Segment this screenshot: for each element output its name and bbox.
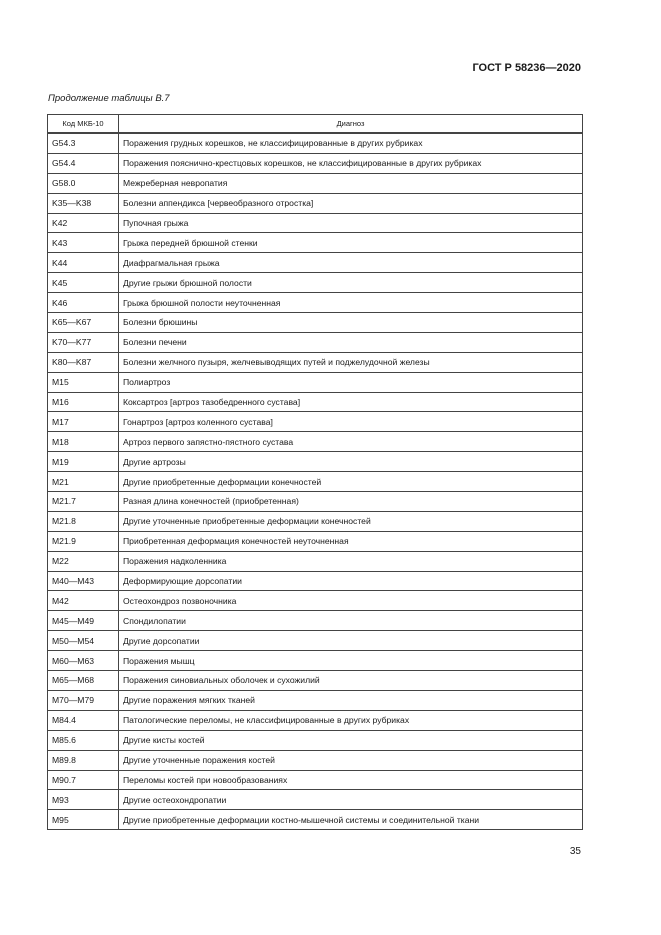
icd-code-cell: M21 <box>48 472 119 492</box>
column-header-code: Код МКБ-10 <box>48 115 119 134</box>
icd-code-cell: M21.9 <box>48 531 119 551</box>
diagnosis-cell: Грыжа брюшной полости неуточненная <box>119 293 583 313</box>
table-caption: Продолжение таблицы В.7 <box>48 93 170 104</box>
table-row <box>48 372 583 392</box>
table-row <box>48 193 583 213</box>
icd-code-cell: M22 <box>48 551 119 571</box>
diagnosis-cell: Другие приобретенные деформации костно-мышечной системы и соединительной ткани <box>119 810 583 830</box>
table-row <box>48 730 583 750</box>
diagnosis-cell: Переломы костей при новообразованиях <box>119 770 583 790</box>
diagnosis-cell: Поражения надколенника <box>119 551 583 571</box>
diagnosis-cell: Поражения синовиальных оболочек и сухожилий <box>119 671 583 691</box>
icd-code-cell: K44 <box>48 253 119 273</box>
diagnosis-cell: Остеохондроз позвоночника <box>119 591 583 611</box>
icd-code-cell: M40—M43 <box>48 571 119 591</box>
table-row <box>48 412 583 432</box>
table-row <box>48 432 583 452</box>
table-row <box>48 133 583 153</box>
diagnosis-cell: Гонартроз [артроз коленного сустава] <box>119 412 583 432</box>
diagnosis-cell: Другие уточненные приобретенные деформации конечностей <box>119 511 583 531</box>
icd-code-cell: M19 <box>48 452 119 472</box>
diagnosis-cell: Другие приобретенные деформации конечностей <box>119 472 583 492</box>
table-row <box>48 392 583 412</box>
page-number: 35 <box>569 846 581 857</box>
icd-code-cell: K42 <box>48 213 119 233</box>
table-row <box>48 452 583 472</box>
icd-code-cell: M84.4 <box>48 710 119 730</box>
icd-code-cell: K65—K67 <box>48 313 119 333</box>
icd-code-cell: G58.0 <box>48 173 119 193</box>
icd-code-cell: G54.3 <box>48 133 119 153</box>
table-row <box>48 213 583 233</box>
table-row <box>48 492 583 512</box>
table-row <box>48 253 583 273</box>
table-row <box>48 551 583 571</box>
icd-code-cell: M89.8 <box>48 750 119 770</box>
table-row <box>48 531 583 551</box>
diagnosis-cell: Межреберная невропатия <box>119 173 583 193</box>
diagnosis-cell: Болезни печени <box>119 332 583 352</box>
icd-code-cell: M95 <box>48 810 119 830</box>
icd-code-cell: K80—K87 <box>48 352 119 372</box>
diagnosis-cell: Разная длина конечностей (приобретенная) <box>119 492 583 512</box>
icd-code-cell: M42 <box>48 591 119 611</box>
icd-code-cell: M45—M49 <box>48 611 119 631</box>
diagnosis-cell: Другие остеохондропатии <box>119 790 583 810</box>
diagnosis-cell: Поражения пояснично-крестцовых корешков, не классифицированные в других рубриках <box>119 153 583 173</box>
icd-code-cell: M50—M54 <box>48 631 119 651</box>
document-id: ГОСТ Р 58236—2020 <box>472 62 581 74</box>
icd-code-cell: G54.4 <box>48 153 119 173</box>
table-row <box>48 273 583 293</box>
diagnosis-cell: Другие поражения мягких тканей <box>119 690 583 710</box>
icd-code-cell: M93 <box>48 790 119 810</box>
table-row <box>48 511 583 531</box>
diagnosis-cell: Болезни аппендикса [червеобразного отростка] <box>119 193 583 213</box>
icd-code-cell: M21.8 <box>48 511 119 531</box>
diagnosis-cell: Болезни желчного пузыря, желчевыводящих путей и поджелудочной железы <box>119 352 583 372</box>
table-row <box>48 173 583 193</box>
icd-code-cell: K45 <box>48 273 119 293</box>
table-body <box>48 133 583 830</box>
table-row <box>48 750 583 770</box>
table-row <box>48 313 583 333</box>
diagnosis-cell: Поражения мышц <box>119 651 583 671</box>
diagnosis-cell: Приобретенная деформация конечностей неуточненная <box>119 531 583 551</box>
icd-code-cell: M60—M63 <box>48 651 119 671</box>
icd-code-cell: M21.7 <box>48 492 119 512</box>
table-row <box>48 472 583 492</box>
diagnosis-cell: Поражения грудных корешков, не классифицированные в других рубриках <box>119 133 583 153</box>
icd-code-cell: M17 <box>48 412 119 432</box>
diagnosis-cell: Другие грыжи брюшной полости <box>119 273 583 293</box>
diagnosis-cell: Диафрагмальная грыжа <box>119 253 583 273</box>
diagnosis-cell: Патологические переломы, не классифицированные в других рубриках <box>119 710 583 730</box>
icd-code-cell: K43 <box>48 233 119 253</box>
diagnosis-cell: Грыжа передней брюшной стенки <box>119 233 583 253</box>
diagnosis-cell: Другие кисты костей <box>119 730 583 750</box>
icd-code-cell: K35—K38 <box>48 193 119 213</box>
table-row <box>48 571 583 591</box>
icd-code-cell: M16 <box>48 392 119 412</box>
diagnosis-cell: Другие дорсопатии <box>119 631 583 651</box>
diagnosis-cell: Другие артрозы <box>119 452 583 472</box>
diagnosis-cell: Артроз первого запястно-пястного сустава <box>119 432 583 452</box>
table-row <box>48 233 583 253</box>
table-row <box>48 631 583 651</box>
icd-code-cell: M70—M79 <box>48 690 119 710</box>
diagnosis-cell: Полиартроз <box>119 372 583 392</box>
table-row <box>48 690 583 710</box>
diagnosis-cell: Спондилопатии <box>119 611 583 631</box>
icd-code-cell: M18 <box>48 432 119 452</box>
diagnosis-cell: Болезни брюшины <box>119 313 583 333</box>
table-row <box>48 810 583 830</box>
icd-code-cell: M65—M68 <box>48 671 119 691</box>
icd-code-cell: M85.6 <box>48 730 119 750</box>
table-row <box>48 770 583 790</box>
diagnosis-cell: Деформирующие дорсопатии <box>119 571 583 591</box>
table-row <box>48 591 583 611</box>
icd-code-cell: M15 <box>48 372 119 392</box>
table-row <box>48 611 583 631</box>
table-row <box>48 352 583 372</box>
icd-code-cell: K46 <box>48 293 119 313</box>
table-header-row <box>48 115 583 134</box>
table-row <box>48 790 583 810</box>
diagnosis-cell: Пупочная грыжа <box>119 213 583 233</box>
column-header-diagnosis: Диагноз <box>119 115 583 134</box>
table-row <box>48 671 583 691</box>
diagnosis-table <box>47 114 583 830</box>
icd-code-cell: K70—K77 <box>48 332 119 352</box>
table-row <box>48 710 583 730</box>
table-row <box>48 293 583 313</box>
table-row <box>48 651 583 671</box>
table-row <box>48 332 583 352</box>
icd-code-cell: M90.7 <box>48 770 119 790</box>
diagnosis-cell: Другие уточненные поражения костей <box>119 750 583 770</box>
diagnosis-cell: Коксартроз [артроз тазобедренного сустава] <box>119 392 583 412</box>
table-row <box>48 153 583 173</box>
